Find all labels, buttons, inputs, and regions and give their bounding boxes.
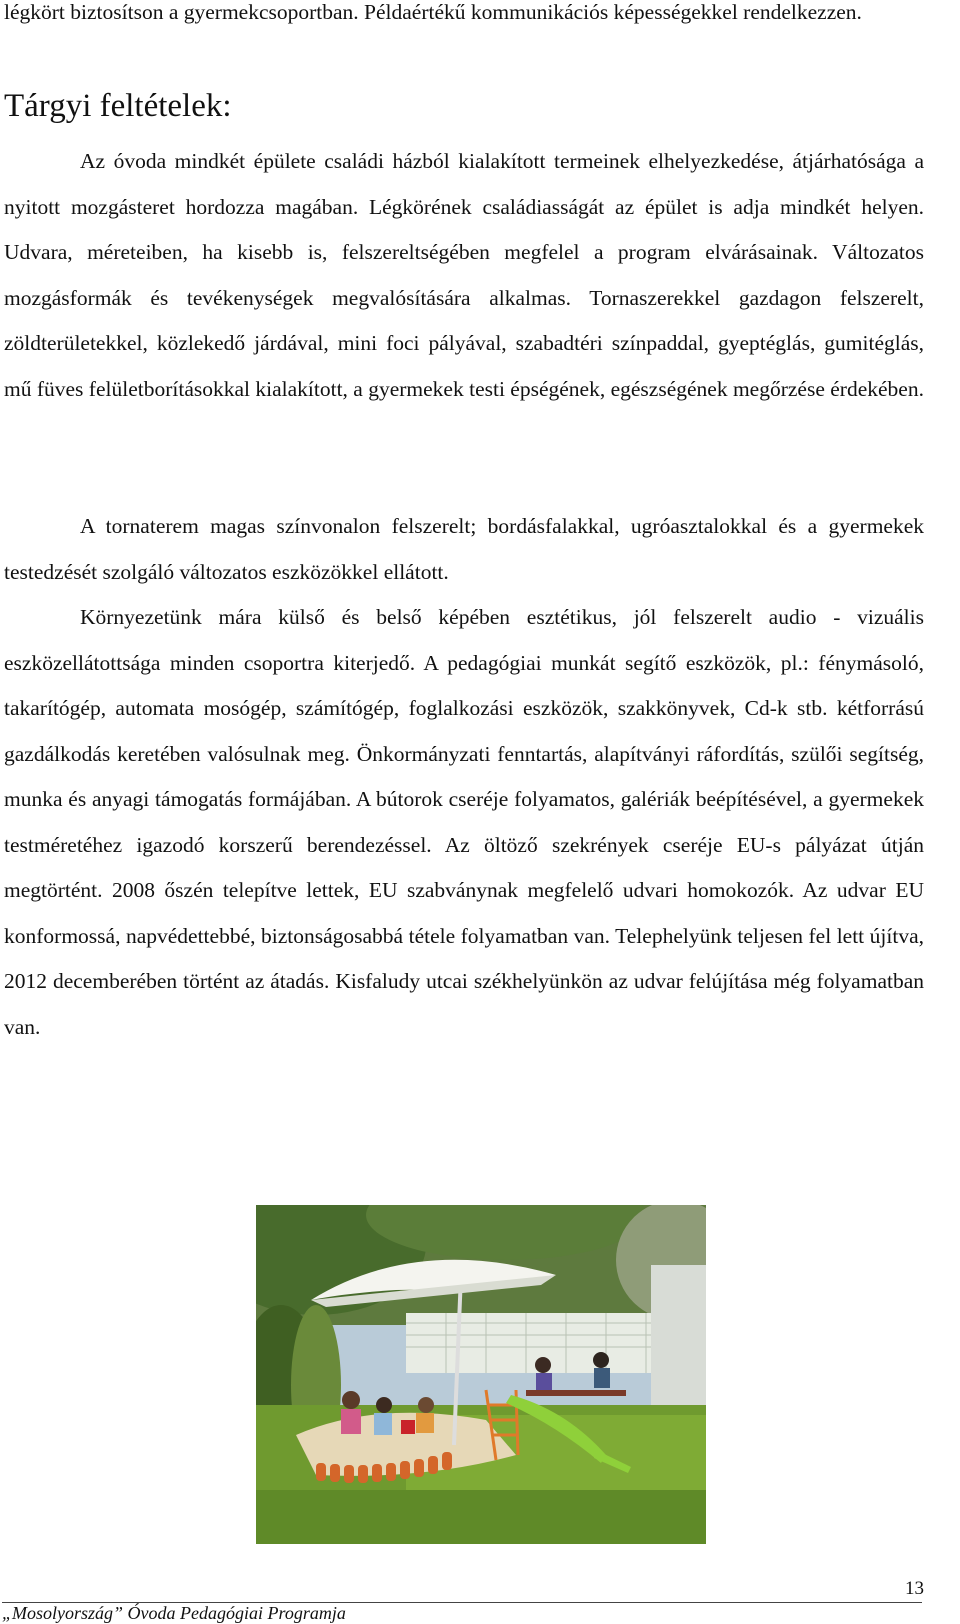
page-number: 13: [905, 1578, 924, 1599]
document-footer: „Mosolyország” Óvoda Pedagógiai Programja: [2, 1602, 922, 1624]
intro-paragraph: légkört biztosítson a gyermekcsoportban. Példaértékű kommunikációs képességekkel rendelkezzen.: [4, 0, 862, 24]
paragraph-gym: A tornaterem magas színvonalon felszerelt; bordásfalakkal, ugróasztalokkal és a gyermekek testedzését szolgáló változatos eszközökkel ellátott.: [4, 514, 924, 584]
paragraph-facilities: Az óvoda mindkét épülete családi házból kialakított termeinek elhelyezkedése, átjárhatósága a nyitott mozgásteret hordozza magában. Légkörének családiasságát az épület is adja mindkét helyen. Udvara, méreteiben, ha kisebb is, felszereltségében megfelel a program elvárásainak. Változatos mozgásformák és tevékenységek megvalósítására alkalmas. Tornaszerekkel gazdagon felszerelt, zöldterületekkel, közlekedő járdával, mini foci pályával, szabadtéri színpaddal, gyeptéglás, gumitéglás, mű füves felületborításokkal kialakított, a gyermekek testi épségének, egészségének megőrzése érdekében.: [4, 149, 924, 401]
section-heading: Tárgyi feltételek:: [4, 88, 232, 124]
kindergarten-yard-photo: [256, 1205, 706, 1544]
paragraph-environment: Környezetünk mára külső és belső képében esztétikus, jól felszerelt audio - vizuális eszközellátottsága minden csoportra kiterjedő. A pedagógiai munkát segítő eszközök, pl.: fénymásoló, takarítógép, automata mosógép, számítógép, foglalkozási eszközök, szakkönyvek, Cd-k stb. kétforrású gazdálkodás keretében valósulnak meg. Önkormányzati fenntartás, alapítványi ráfordítás, szülői segítség, munka és anyagi támogatás formájában. A bútorok cseréje folyamatos, galériák beépítésével, a gyermekek testméretéhez igazodó korszerű berendezéssel. Az öltöző szekrények cseréje EU-s pályázat útján megtörtént. 2008 őszén telepítve lettek, EU szabványnak megfelelő udvari homokozók. Az udvar EU konformossá, napvédettebbé, biztonságosabbá tétele folyamatban van. Telephelyünk teljesen fel lett újítva, 2012 decemberében történt az átadás. Kisfaludy utcai székhelyünkön az udvar felújítása még folyamatban van.: [4, 605, 924, 1039]
